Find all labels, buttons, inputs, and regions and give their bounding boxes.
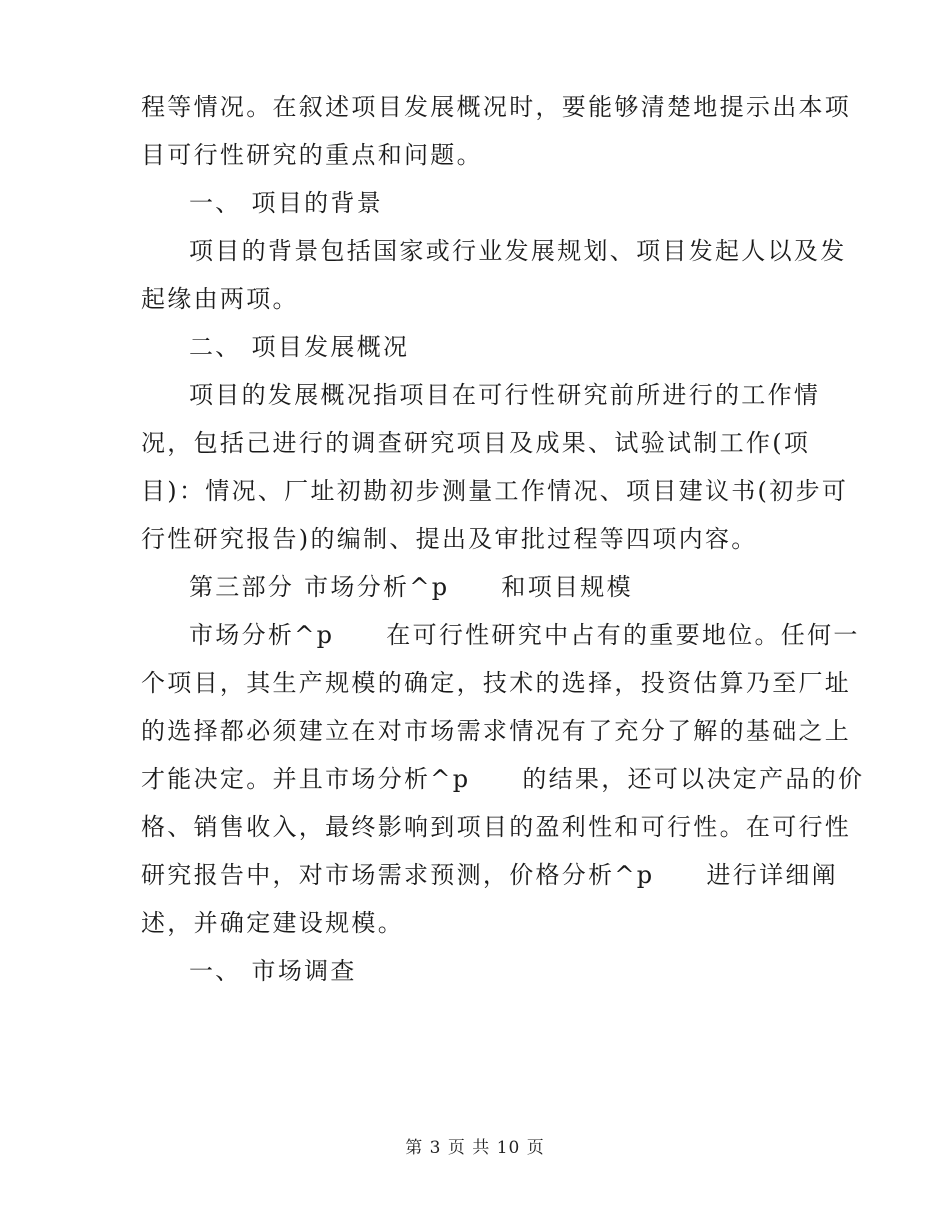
- paragraph-line: 项目的发展概况指项目在可行性研究前所进行的工作情: [189, 381, 821, 409]
- text-run: 才能决定。并且市场分析^p: [141, 765, 471, 793]
- section-heading-background: 一、 项目的背景: [189, 189, 384, 217]
- paragraph-line: 目可行性研究的重点和问题。: [141, 141, 483, 169]
- page-footer: [0, 1133, 950, 1158]
- text-run: 市场分析^p: [189, 621, 335, 649]
- part-three-heading: [141, 563, 821, 611]
- paragraph-line: 格、销售收入，最终影响到项目的盈利性和可行性。在可行性: [141, 813, 852, 841]
- paragraph-line: 的选择都必须建立在对市场需求情况有了充分了解的基础之上: [141, 717, 852, 745]
- paragraph-line: 目)：情况、厂址初勘初步测量工作情况、项目建议书(初步可: [141, 477, 849, 505]
- text-run: 在可行性研究中占有的重要地位。任何一: [386, 621, 860, 649]
- paragraph-line: 行性研究报告)的编制、提出及审批过程等四项内容。: [141, 525, 758, 553]
- part-three-heading-b: 和项目规模: [501, 573, 633, 601]
- paragraph-line: 项目的背景包括国家或行业发展规划、项目发起人以及发: [189, 237, 847, 265]
- section-heading-market-survey: 一、 市场调查: [189, 957, 357, 985]
- paragraph-line: 述，并确定建设规模。: [141, 909, 404, 937]
- paragraph-line: [141, 851, 838, 899]
- part-three-heading-a: 第三部分 市场分析^p: [189, 573, 450, 601]
- section-heading-development: 二、 项目发展概况: [189, 333, 410, 361]
- paragraph-line: 个项目，其生产规模的确定，技术的选择，投资估算乃至厂址: [141, 669, 852, 697]
- paragraph-line: 程等情况。在叙述项目发展概况时，要能够清楚地提示出本项: [141, 93, 852, 121]
- paragraph-line: 况，包括己进行的调查研究项目及成果、试验试制工作(项: [141, 429, 811, 457]
- text-run: 的结果，还可以决定产品的价: [522, 765, 865, 793]
- text-run: 进行详细阐: [706, 861, 838, 889]
- page-number-label: 第 3 页 共 10 页: [405, 1138, 545, 1158]
- paragraph-line: [141, 755, 865, 803]
- document-body: [141, 83, 865, 995]
- paragraph-line: 起缘由两项。: [141, 285, 299, 313]
- paragraph-line: [141, 611, 860, 659]
- text-run: 研究报告中，对市场需求预测，价格分析^p: [141, 861, 655, 889]
